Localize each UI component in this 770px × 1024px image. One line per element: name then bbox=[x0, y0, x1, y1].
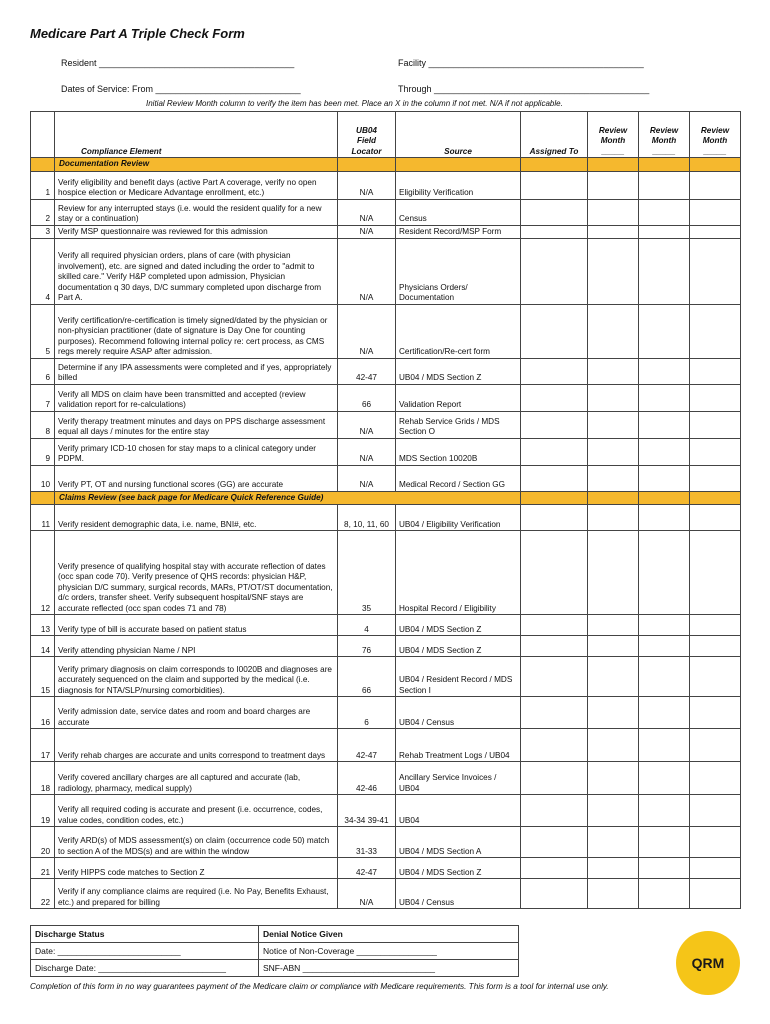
review-month-cell-2[interactable] bbox=[639, 762, 690, 795]
assigned-to-cell[interactable] bbox=[521, 438, 588, 465]
review-month-cell-3[interactable] bbox=[690, 411, 741, 438]
compliance-element-cell: Verify all MDS on claim have been transmitted and accepted (review validation report for re-calculations) bbox=[55, 384, 338, 411]
assigned-to-cell[interactable] bbox=[521, 358, 588, 384]
source-header: Source bbox=[396, 112, 521, 158]
field-locator-cell: 42-47 bbox=[338, 358, 396, 384]
review-month-cell-1[interactable] bbox=[588, 879, 639, 909]
review-month-cell-2[interactable] bbox=[639, 729, 690, 762]
review-month-cell-2[interactable] bbox=[639, 465, 690, 491]
table-row bbox=[31, 636, 741, 657]
review-month-cell-3[interactable] bbox=[690, 171, 741, 199]
row-number: 21 bbox=[31, 858, 55, 879]
compliance-element-cell: Review for any interrupted stays (i.e. would the resident qualify for a new stay or a continuation) bbox=[55, 199, 338, 225]
discharge-denial-table bbox=[30, 925, 519, 977]
source-cell: UB04 / Resident Record / MDS Section I bbox=[396, 657, 521, 697]
assigned-to-cell[interactable] bbox=[521, 465, 588, 491]
table-row bbox=[31, 238, 741, 304]
table-row bbox=[31, 411, 741, 438]
review-month-cell-3[interactable] bbox=[690, 827, 741, 858]
source-cell: UB04 / MDS Section Z bbox=[396, 358, 521, 384]
snf-abn-field[interactable]: SNF-ABN ____________________________ bbox=[259, 960, 519, 977]
date-field[interactable]: Date: __________________________ bbox=[31, 943, 259, 960]
source-cell: Certification/Re-cert form bbox=[396, 304, 521, 358]
review-month-cell-2[interactable] bbox=[639, 636, 690, 657]
review-month-cell-2[interactable] bbox=[639, 697, 690, 729]
table-row bbox=[31, 879, 741, 909]
review-month-cell-1[interactable] bbox=[588, 358, 639, 384]
dates-of-service-field[interactable]: Dates of Service: From _____________________________ bbox=[61, 84, 301, 94]
source-cell: UB04 / MDS Section Z bbox=[396, 858, 521, 879]
assigned-to-cell[interactable] bbox=[521, 171, 588, 199]
review-month-cell-3[interactable] bbox=[690, 304, 741, 358]
locator-header: UB04 Field Locator bbox=[338, 112, 396, 158]
field-locator-cell: N/A bbox=[338, 879, 396, 909]
field-locator-cell: 34-34 39-41 bbox=[338, 795, 396, 827]
review-month-cell-2[interactable] bbox=[639, 304, 690, 358]
row-number: 18 bbox=[31, 762, 55, 795]
row-number: 8 bbox=[31, 411, 55, 438]
field-locator-cell: N/A bbox=[338, 225, 396, 238]
source-cell: UB04 / MDS Section Z bbox=[396, 615, 521, 636]
field-locator-cell: 35 bbox=[338, 531, 396, 615]
assigned-to-cell[interactable] bbox=[521, 858, 588, 879]
table-row bbox=[31, 615, 741, 636]
review-month-cell-2[interactable] bbox=[639, 358, 690, 384]
review-month-cell-1[interactable] bbox=[588, 531, 639, 615]
review-month-cell-2[interactable] bbox=[639, 225, 690, 238]
review-month-cell-2[interactable] bbox=[639, 438, 690, 465]
compliance-element-cell: Verify eligibility and benefit days (active Part A coverage, verify no open hospice election or Medicare Advantage enrollment, etc.) bbox=[55, 171, 338, 199]
review-month-cell-2[interactable] bbox=[639, 615, 690, 636]
assigned-to-cell[interactable] bbox=[521, 199, 588, 225]
table-row bbox=[31, 225, 741, 238]
assigned-to-cell[interactable] bbox=[521, 304, 588, 358]
table-row bbox=[31, 199, 741, 225]
review-month-cell-2[interactable] bbox=[639, 199, 690, 225]
assigned-to-cell[interactable] bbox=[521, 697, 588, 729]
field-locator-cell: 31-33 bbox=[338, 827, 396, 858]
source-cell: UB04 / Eligibility Verification bbox=[396, 505, 521, 531]
table-row bbox=[31, 384, 741, 411]
assigned-to-cell[interactable] bbox=[521, 762, 588, 795]
review-month-cell-2[interactable] bbox=[639, 795, 690, 827]
compliance-element-header: Compliance Element bbox=[55, 112, 338, 158]
field-locator-cell: 4 bbox=[338, 615, 396, 636]
compliance-element-cell: Verify all required physician orders, plans of care (with physician involvement), etc. are signed and dated including the order to "admit to skilled care." Verify H&P completed upon admission, Physician documentation q 30 days, D/C summary completed upon discharge from Part A. bbox=[55, 238, 338, 304]
assigned-to-cell[interactable] bbox=[521, 384, 588, 411]
review-month-cell-1[interactable] bbox=[588, 505, 639, 531]
review-month-cell-3[interactable] bbox=[690, 762, 741, 795]
compliance-element-cell: Verify PT, OT and nursing functional scores (GG) are accurate bbox=[55, 465, 338, 491]
facility-field[interactable]: Facility ___________________________________________ bbox=[398, 58, 644, 68]
row-number: 2 bbox=[31, 199, 55, 225]
review-month-cell-1[interactable] bbox=[588, 225, 639, 238]
source-cell: Eligibility Verification bbox=[396, 171, 521, 199]
compliance-element-cell: Verify MSP questionnaire was reviewed for this admission bbox=[55, 225, 338, 238]
review-month-cell-2[interactable] bbox=[639, 505, 690, 531]
review-month-header-3[interactable]: Review Month _____ bbox=[690, 112, 741, 158]
field-locator-cell: 6 bbox=[338, 697, 396, 729]
review-month-cell-3[interactable] bbox=[690, 384, 741, 411]
assigned-to-cell[interactable] bbox=[521, 238, 588, 304]
review-month-cell-1[interactable] bbox=[588, 199, 639, 225]
field-locator-cell: 76 bbox=[338, 636, 396, 657]
row-number: 9 bbox=[31, 438, 55, 465]
review-month-cell-1[interactable] bbox=[588, 304, 639, 358]
field-locator-cell: N/A bbox=[338, 171, 396, 199]
review-month-cell-1[interactable] bbox=[588, 465, 639, 491]
assigned-to-cell[interactable] bbox=[521, 615, 588, 636]
compliance-element-cell: Verify covered ancillary charges are all captured and accurate (lab, radiology, pharmacy, medical supply) bbox=[55, 762, 338, 795]
source-cell: UB04 / MDS Section Z bbox=[396, 636, 521, 657]
field-locator-cell: N/A bbox=[338, 199, 396, 225]
instruction-text: Initial Review Month column to verify the item has been met. Place an X in the column if not met. N/A if not applicable. bbox=[146, 99, 563, 108]
assigned-to-cell[interactable] bbox=[521, 879, 588, 909]
review-month-cell-2[interactable] bbox=[639, 384, 690, 411]
review-month-cell-1[interactable] bbox=[588, 615, 639, 636]
row-number: 20 bbox=[31, 827, 55, 858]
source-cell: UB04 / Census bbox=[396, 697, 521, 729]
source-cell: Rehab Service Grids / MDS Section O bbox=[396, 411, 521, 438]
field-locator-cell: N/A bbox=[338, 411, 396, 438]
field-locator-cell: N/A bbox=[338, 465, 396, 491]
table-row bbox=[31, 358, 741, 384]
assigned-to-cell[interactable] bbox=[521, 225, 588, 238]
row-number: 11 bbox=[31, 505, 55, 531]
compliance-element-cell: Verify if any compliance claims are required (i.e. No Pay, Benefits Exhaust, etc.) and prepared for billing bbox=[55, 879, 338, 909]
review-month-cell-2[interactable] bbox=[639, 858, 690, 879]
review-month-cell-1[interactable] bbox=[588, 697, 639, 729]
assigned-to-cell[interactable] bbox=[521, 827, 588, 858]
triple-check-table bbox=[30, 111, 741, 909]
table-row bbox=[31, 505, 741, 531]
compliance-element-cell: Verify resident demographic data, i.e. name, BNI#, etc. bbox=[55, 505, 338, 531]
source-cell: Validation Report bbox=[396, 384, 521, 411]
review-month-cell-3[interactable] bbox=[690, 879, 741, 909]
source-cell: Medical Record / Section GG bbox=[396, 465, 521, 491]
source-cell: Census bbox=[396, 199, 521, 225]
through-field[interactable]: Through ___________________________________________ bbox=[398, 84, 650, 94]
compliance-element-cell: Verify HIPPS code matches to Section Z bbox=[55, 858, 338, 879]
compliance-element-cell: Verify primary ICD-10 chosen for stay maps to a clinical category under PDPM. bbox=[55, 438, 338, 465]
num-header bbox=[31, 112, 55, 158]
documentation-review-section: Documentation Review bbox=[31, 158, 741, 172]
compliance-element-cell: Verify certification/re-certification is timely signed/dated by the physician or non-physician practitioner (date of signature is Day One for counting purposes). Recommend following internal policy re: cert process, as CMS regs merely require ASAP after admission. bbox=[55, 304, 338, 358]
review-month-cell-3[interactable] bbox=[690, 795, 741, 827]
field-locator-cell: 8, 10, 11, 60 bbox=[338, 505, 396, 531]
source-cell: Physicians Orders/ Documentation bbox=[396, 238, 521, 304]
row-number: 14 bbox=[31, 636, 55, 657]
discharge-date-field[interactable]: Discharge Date: ___________________________ bbox=[31, 960, 259, 977]
review-month-cell-3[interactable] bbox=[690, 729, 741, 762]
assigned-to-cell[interactable] bbox=[521, 505, 588, 531]
review-month-cell-2[interactable] bbox=[639, 827, 690, 858]
table-row bbox=[31, 858, 741, 879]
footer-disclaimer: Completion of this form in no way guarantees payment of the Medicare claim or compliance with Medicare requirements. This form is a tool for internal use only. bbox=[30, 982, 609, 991]
form-title: Medicare Part A Triple Check Form bbox=[30, 26, 245, 41]
row-number: 4 bbox=[31, 238, 55, 304]
compliance-element-cell: Verify all required coding is accurate and present (i.e. occurrence, codes, value codes, condition codes, etc.) bbox=[55, 795, 338, 827]
row-number: 13 bbox=[31, 615, 55, 636]
source-cell: Hospital Record / Eligibility bbox=[396, 531, 521, 615]
review-month-cell-1[interactable] bbox=[588, 762, 639, 795]
compliance-element-cell: Determine if any IPA assessments were completed and if yes, appropriately billed bbox=[55, 358, 338, 384]
source-cell: Rehab Treatment Logs / UB04 bbox=[396, 729, 521, 762]
field-locator-cell: 42-46 bbox=[338, 762, 396, 795]
review-month-cell-3[interactable] bbox=[690, 225, 741, 238]
denial-notice-label: Denial Notice Given bbox=[259, 926, 519, 943]
review-month-cell-1[interactable] bbox=[588, 238, 639, 304]
compliance-element-cell: Verify rehab charges are accurate and units correspond to treatment days bbox=[55, 729, 338, 762]
table-row bbox=[31, 304, 741, 358]
assigned-to-cell[interactable] bbox=[521, 795, 588, 827]
assigned-to-cell[interactable] bbox=[521, 636, 588, 657]
resident-field[interactable]: Resident _______________________________________ bbox=[61, 58, 295, 68]
table-row bbox=[31, 729, 741, 762]
review-month-cell-1[interactable] bbox=[588, 411, 639, 438]
source-cell: UB04 bbox=[396, 795, 521, 827]
row-number: 22 bbox=[31, 879, 55, 909]
field-locator-cell: N/A bbox=[338, 304, 396, 358]
review-month-cell-1[interactable] bbox=[588, 438, 639, 465]
row-number: 17 bbox=[31, 729, 55, 762]
review-month-cell-2[interactable] bbox=[639, 879, 690, 909]
row-number: 6 bbox=[31, 358, 55, 384]
field-locator-cell: 42-47 bbox=[338, 858, 396, 879]
source-cell: Resident Record/MSP Form bbox=[396, 225, 521, 238]
review-month-cell-1[interactable] bbox=[588, 827, 639, 858]
review-month-cell-2[interactable] bbox=[639, 531, 690, 615]
table-row bbox=[31, 762, 741, 795]
review-month-cell-3[interactable] bbox=[690, 238, 741, 304]
review-month-cell-3[interactable] bbox=[690, 358, 741, 384]
row-number: 10 bbox=[31, 465, 55, 491]
compliance-element-cell: Verify ARD(s) of MDS assessment(s) on claim (occurrence code 50) match to section A of the MDS(s) and are within the window bbox=[55, 827, 338, 858]
assigned-to-cell[interactable] bbox=[521, 729, 588, 762]
assigned-to-cell[interactable] bbox=[521, 411, 588, 438]
assigned-to-cell[interactable] bbox=[521, 531, 588, 615]
qrm-logo: QRM bbox=[676, 931, 740, 995]
table-row bbox=[31, 795, 741, 827]
table-row bbox=[31, 438, 741, 465]
source-cell: Ancillary Service Invoices / UB04 bbox=[396, 762, 521, 795]
review-month-cell-1[interactable] bbox=[588, 171, 639, 199]
review-month-cell-2[interactable] bbox=[639, 411, 690, 438]
discharge-status-label: Discharge Status bbox=[31, 926, 259, 943]
review-month-cell-3[interactable] bbox=[690, 697, 741, 729]
compliance-element-cell: Verify therapy treatment minutes and days on PPS discharge assessment equal all days / minutes for the entire stay bbox=[55, 411, 338, 438]
review-month-cell-1[interactable] bbox=[588, 657, 639, 697]
review-month-cell-3[interactable] bbox=[690, 636, 741, 657]
field-locator-cell: 66 bbox=[338, 657, 396, 697]
source-cell: UB04 / Census bbox=[396, 879, 521, 909]
assigned-to-header: Assigned To bbox=[521, 112, 588, 158]
assigned-to-cell[interactable] bbox=[521, 657, 588, 697]
row-number: 19 bbox=[31, 795, 55, 827]
review-month-cell-3[interactable] bbox=[690, 505, 741, 531]
row-number: 3 bbox=[31, 225, 55, 238]
review-month-cell-3[interactable] bbox=[690, 858, 741, 879]
field-locator-cell: 66 bbox=[338, 384, 396, 411]
table-row bbox=[31, 657, 741, 697]
row-number: 1 bbox=[31, 171, 55, 199]
row-number: 16 bbox=[31, 697, 55, 729]
review-month-cell-2[interactable] bbox=[639, 171, 690, 199]
review-month-cell-3[interactable] bbox=[690, 438, 741, 465]
field-locator-cell: 42-47 bbox=[338, 729, 396, 762]
table-row bbox=[31, 465, 741, 491]
review-month-cell-3[interactable] bbox=[690, 657, 741, 697]
review-month-cell-1[interactable] bbox=[588, 636, 639, 657]
field-locator-cell: N/A bbox=[338, 438, 396, 465]
table-row bbox=[31, 531, 741, 615]
review-month-cell-2[interactable] bbox=[639, 657, 690, 697]
table-row bbox=[31, 827, 741, 858]
review-month-cell-3[interactable] bbox=[690, 465, 741, 491]
table-row bbox=[31, 171, 741, 199]
non-coverage-field[interactable]: Notice of Non-Coverage _________________ bbox=[259, 943, 519, 960]
row-number: 7 bbox=[31, 384, 55, 411]
compliance-element-cell: Verify type of bill is accurate based on patient status bbox=[55, 615, 338, 636]
table-row bbox=[31, 697, 741, 729]
review-month-cell-1[interactable] bbox=[588, 729, 639, 762]
field-locator-cell: N/A bbox=[338, 238, 396, 304]
review-month-cell-1[interactable] bbox=[588, 858, 639, 879]
review-month-header-1[interactable]: Review Month _____ bbox=[588, 112, 639, 158]
review-month-cell-2[interactable] bbox=[639, 238, 690, 304]
review-month-cell-1[interactable] bbox=[588, 384, 639, 411]
review-month-cell-3[interactable] bbox=[690, 199, 741, 225]
compliance-element-cell: Verify primary diagnosis on claim corresponds to I0020B and diagnoses are accurately sequenced on the claim and supported by the medical (i.e. diagnosis for NTA/SLP/nursing comorbidities). bbox=[55, 657, 338, 697]
row-number: 5 bbox=[31, 304, 55, 358]
compliance-element-cell: Verify presence of qualifying hospital stay with accurate reflection of dates (occ span code 70). Verify presence of QHS records: physician H&P, physician D/C summary, surgical records, MARs, PT/OT/ST documentation, d/c orders, transfer sheet. Verify subsequent hospital/SNF stays are accurate reflected (occ span codes 71 and 78) bbox=[55, 531, 338, 615]
review-month-cell-1[interactable] bbox=[588, 795, 639, 827]
review-month-cell-3[interactable] bbox=[690, 531, 741, 615]
compliance-element-cell: Verify admission date, service dates and room and board charges are accurate bbox=[55, 697, 338, 729]
review-month-cell-3[interactable] bbox=[690, 615, 741, 636]
source-cell: UB04 / MDS Section A bbox=[396, 827, 521, 858]
row-number: 15 bbox=[31, 657, 55, 697]
review-month-header-2[interactable]: Review Month _____ bbox=[639, 112, 690, 158]
compliance-element-cell: Verify attending physician Name / NPI bbox=[55, 636, 338, 657]
claims-review-section: Claims Review (see back page for Medicare Quick Reference Guide) bbox=[31, 491, 741, 505]
row-number: 12 bbox=[31, 531, 55, 615]
source-cell: MDS Section 10020B bbox=[396, 438, 521, 465]
